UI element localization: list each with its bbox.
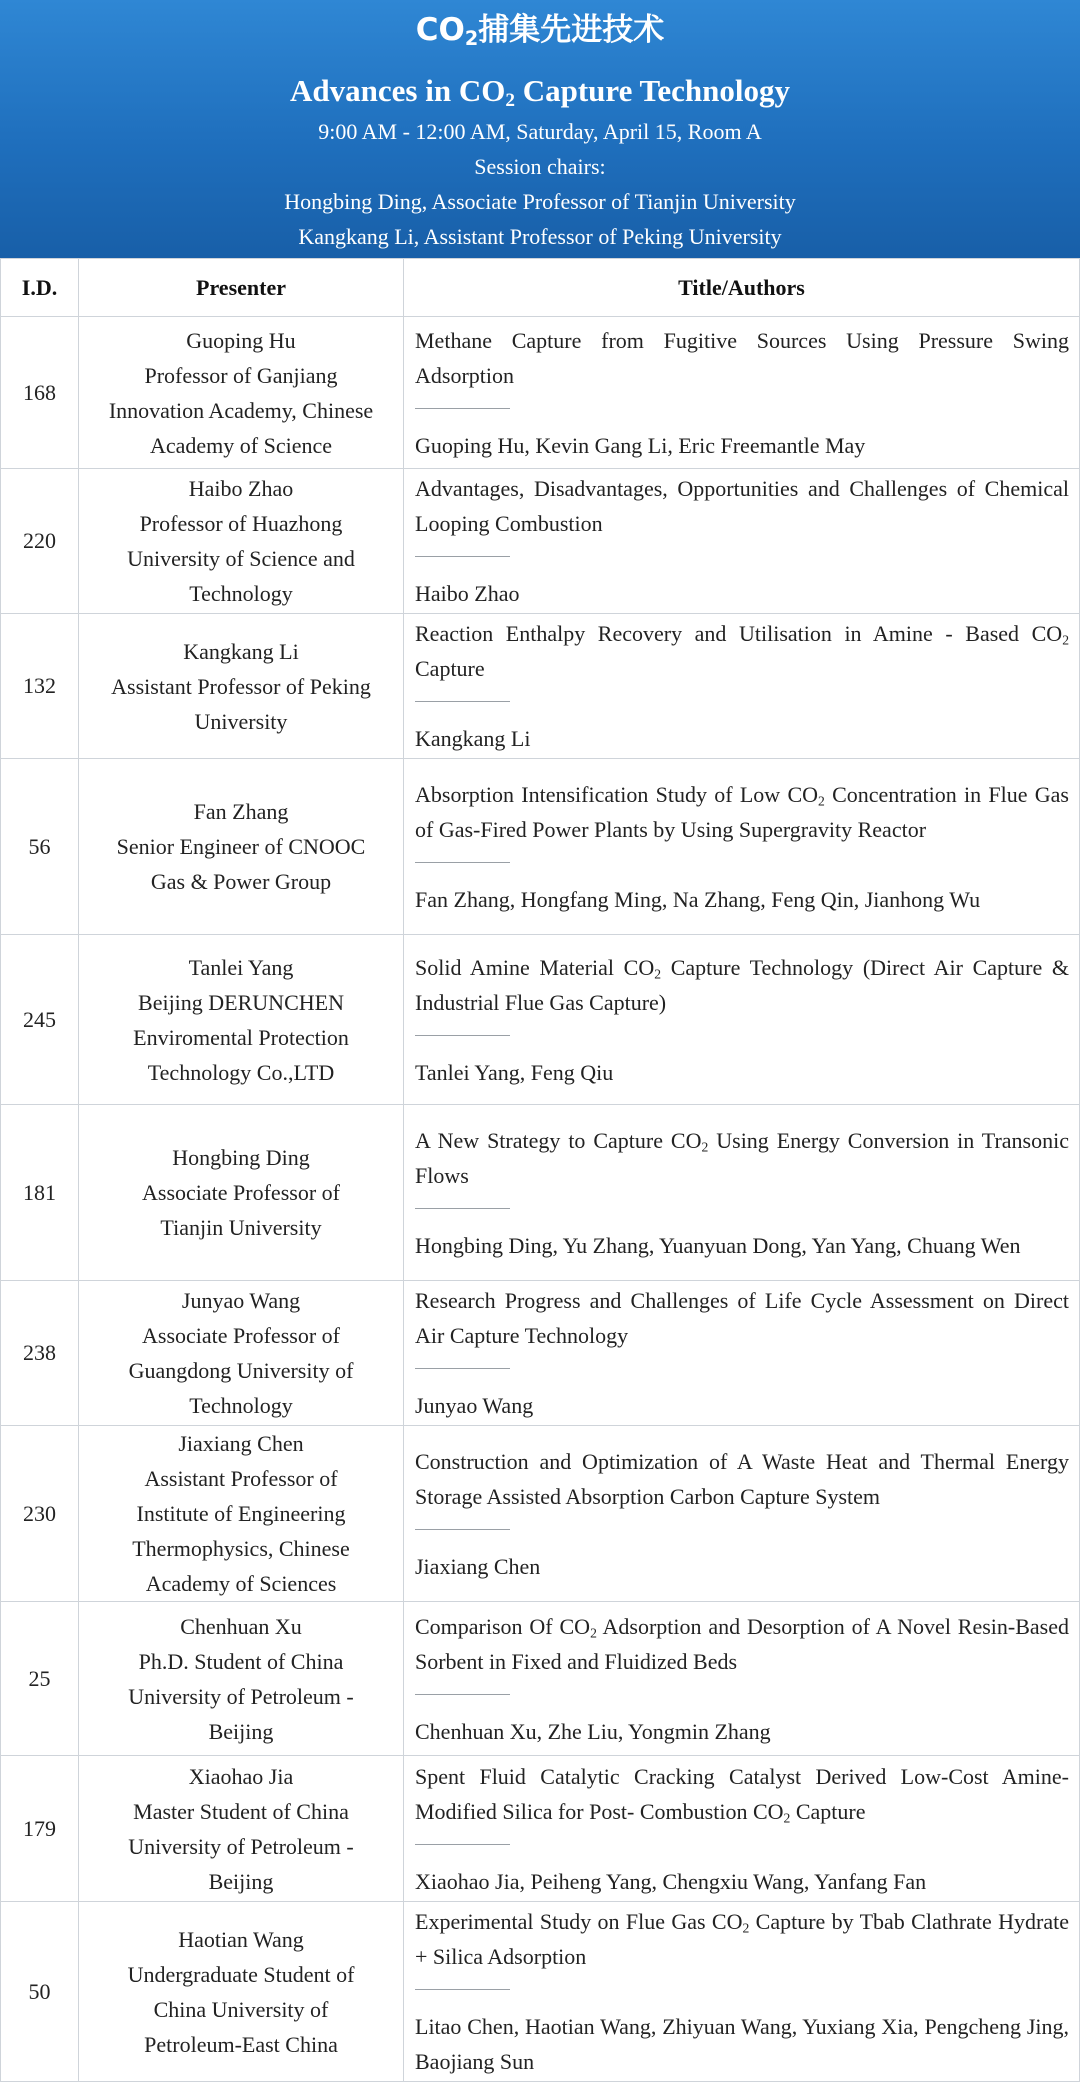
presentation-id: 230 [1,1426,79,1602]
presenter-name: Xiaohao Jia [188,1763,294,1789]
presentation-id: 245 [1,935,79,1105]
presenter-affiliation-line: Assistant Professor of [144,1466,338,1491]
presenter-affiliation-line: Senior Engineer of CNOOC [116,834,366,859]
title-authors-cell [404,614,1080,759]
presenter-affiliation-line: Professor of Huazhong [139,511,343,536]
column-header-id: I.D. [1,259,79,317]
presenter-name: Fan Zhang [193,799,289,824]
table-row [1,935,1080,1105]
presentation-id: 238 [1,1281,79,1426]
table-row [1,317,1080,469]
presentation-title: Solid Amine Material $CO_2$ Capture Technology (Direct Air Capture & Industrial Flue Gas Capture) [415,954,1070,1015]
column-header-title-authors: Title/Authors [404,259,1080,317]
presenter-name: Tanlei Yang [188,954,294,980]
presentation-title: A New Strategy to Capture $CO_2$ Using Energy Conversion in Transonic Flows [415,1127,1069,1188]
presenter-affiliation-line: Innovation Academy, Chinese [108,397,374,423]
title-authors-divider [415,1989,510,1990]
title-authors-divider [415,1368,510,1369]
presentation-id: 50 [1,1902,79,2082]
table-row [1,1756,1080,1902]
presenter-affiliation-line: Gas & Power Group [150,869,332,894]
presentation-title: Absorption Intensification Study of Low $CO_2$ Concentration in Flue Gas of Gas-Fired Power Plants by Using Supergravity Reactor [415,781,1069,842]
presenter-cell [79,759,404,935]
title-authors-divider [415,1529,510,1530]
table-row [1,469,1080,614]
title-authors-divider [415,556,510,557]
presentation-authors: Tanlei Yang, Feng Qiu [415,1059,614,1085]
presentation-id: 25 [1,1602,79,1756]
presentation-table [0,258,1080,2082]
title-authors-cell [404,935,1080,1105]
presenter-affiliation-line: Assistant Professor of Peking [111,673,371,699]
presenter-affiliation-line: Tianjin University [160,1215,322,1240]
table-body [1,317,1080,2082]
presentation-title: Comparison Of $CO_2$ Adsorption and Desorption of A Novel Resin-Based Sorbent in Fixed and Fluidized Beds [415,1613,1069,1674]
presenter-affiliation-line: University of Petroleum - [128,1833,354,1859]
session-time-location: 9:00 AM - 12:00 AM, Saturday, April 15, Room A [318,119,762,144]
presenter-affiliation-line: Ph.D. Student of China [138,1648,344,1674]
title-authors-divider [415,1208,510,1209]
session-chairs-label: Session chairs: [474,154,606,179]
presenter-affiliation-line: Undergraduate Student of [127,1961,355,1987]
presentation-title: Research Progress and Challenges of Life Cycle Assessment on Direct Air Capture Technology [415,1288,1069,1348]
presenter-cell [79,1902,404,2082]
presenter-affiliation-line: Petroleum-East China [144,2031,338,2057]
title-authors-cell [404,1105,1080,1281]
title-authors-cell [404,1281,1080,1426]
presenter-affiliation-line: Institute of Engineering [136,1501,346,1526]
presentation-title: Reaction Enthalpy Recovery and Utilisation in Amine - Based $CO_2$ Capture [415,621,1069,681]
presenter-affiliation-line: Technology [189,1393,293,1418]
presentation-id: 56 [1,759,79,935]
presenter-affiliation-line: China University of [153,1996,329,2022]
presentation-authors: Chenhuan Xu, Zhe Liu, Yongmin Zhang [415,1718,771,1744]
presenter-cell [79,1602,404,1756]
title-authors-divider [415,1844,510,1845]
title-authors-divider [415,1694,510,1695]
presentation-id: 179 [1,1756,79,1902]
presenter-cell [79,469,404,614]
presenter-name: Haibo Zhao [188,476,294,501]
presentation-authors: Fan Zhang, Hongfang Ming, Na Zhang, Feng Qin, Jianhong Wu [415,886,981,912]
presenter-affiliation-line: Master Student of China [133,1798,349,1824]
presenter-name: Jiaxiang Chen [178,1431,304,1456]
presenter-cell [79,1105,404,1281]
presenter-affiliation-line: Beijing DERUNCHEN [138,989,344,1015]
table-row [1,614,1080,759]
presenter-cell [79,317,404,469]
presentation-authors: Kangkang Li [415,726,531,751]
presenter-name: Hongbing Ding [172,1145,310,1170]
table-row [1,1426,1080,1602]
title-authors-divider [415,1035,510,1036]
table-row [1,1902,1080,2082]
table-header-row [1,259,1080,317]
presenter-affiliation-line: Associate Professor of [142,1180,340,1205]
presenter-affiliation-line: Professor of Ganjiang [144,362,338,388]
presentation-authors: Xiaohao Jia, Peiheng Yang, Chengxiu Wang, Yanfang Fan [415,1868,927,1894]
presenter-affiliation-line: Technology Co.,LTD [147,1059,335,1085]
presenter-name: Haotian Wang [178,1926,304,1952]
presenter-cell [79,614,404,759]
presentation-id: 181 [1,1105,79,1281]
presenter-affiliation-line: Beijing [208,1718,274,1744]
presenter-affiliation-line: Technology [189,581,293,606]
table-row [1,1281,1080,1426]
title-authors-cell [404,1426,1080,1602]
title-authors-cell [404,1756,1080,1902]
presenter-affiliation-line: Academy of Science [149,432,333,458]
presentation-id: 220 [1,469,79,614]
session-title-english: Advances in $CO_2$ Capture Technology [290,73,790,111]
presentation-authors: Hongbing Ding, Yu Zhang, Yuanyuan Dong, Yan Yang, Chuang Wen [415,1232,1021,1258]
presenter-name: Chenhuan Xu [180,1613,302,1639]
session-header [0,0,1080,258]
presenter-affiliation-line: Thermophysics, Chinese [132,1536,350,1561]
title-authors-divider [415,701,510,702]
title-authors-cell [404,317,1080,469]
session-chair-2: Kangkang Li, Assistant Professor of Peking University [298,224,782,249]
presenter-affiliation-line: University of Science and [127,546,355,571]
session-chair-1: Hongbing Ding, Associate Professor of Tianjin University [284,189,796,214]
title-authors-cell [404,469,1080,614]
presentation-authors: Haibo Zhao [415,581,520,606]
title-authors-divider [415,862,510,863]
column-header-presenter: Presenter [79,259,404,317]
title-authors-cell [404,759,1080,935]
presenter-cell [79,1281,404,1426]
presentation-authors: Junyao Wang [415,1393,534,1418]
presentation-id: 132 [1,614,79,759]
presentation-authors: Guoping Hu, Kevin Gang Li, Eric Freemantle May [415,432,866,458]
session-title-chinese: $CO_2$捕集先进技术 [415,12,665,50]
presenter-affiliation-line: University of Petroleum - [128,1683,354,1709]
presentation-authors: Jiaxiang Chen [415,1553,541,1579]
title-authors-cell [404,1602,1080,1756]
presenter-cell [79,1426,404,1602]
presentation-id: 168 [1,317,79,469]
presentation-title: Experimental Study on Flue Gas $CO_2$ Capture by Tbab Clathrate Hydrate + Silica Adsorption [415,1909,1069,1969]
presenter-cell [79,1756,404,1902]
presenter-cell [79,935,404,1105]
presenter-name: Junyao Wang [181,1288,301,1313]
presenter-name: Guoping Hu [186,327,296,353]
title-authors-divider [415,408,510,409]
presentation-title: Spent Fluid Catalytic Cracking Catalyst Derived Low-Cost Amine-Modified Silica for Post- Combustion $CO_2$ Capture [415,1763,1069,1825]
presenter-affiliation-line: Academy of Sciences [145,1571,337,1596]
table-row [1,1105,1080,1281]
presenter-affiliation-line: University [194,708,288,734]
presenter-name: Kangkang Li [183,638,299,664]
presenter-affiliation-line: Enviromental Protection [133,1024,349,1050]
presenter-affiliation-line: Beijing [208,1868,274,1894]
presentation-title: Construction and Optimization of A Waste Heat and Thermal Energy Storage Assisted Absorption Carbon Capture System [415,1448,1069,1509]
title-authors-cell [404,1902,1080,2082]
presentation-title: Advantages, Disadvantages, Opportunities and Challenges of Chemical Looping Combustion [415,476,1069,536]
table-row [1,1602,1080,1756]
presenter-affiliation-line: Guangdong University of [128,1358,354,1383]
presentation-title: Methane Capture from Fugitive Sources Using Pressure Swing Adsorption [415,327,1069,388]
table-row [1,759,1080,935]
presentation-authors: Litao Chen, Haotian Wang, Zhiyuan Wang, Yuxiang Xia, Pengcheng Jing, Baojiang Sun [415,2014,1069,2074]
presenter-affiliation-line: Associate Professor of [142,1323,340,1348]
